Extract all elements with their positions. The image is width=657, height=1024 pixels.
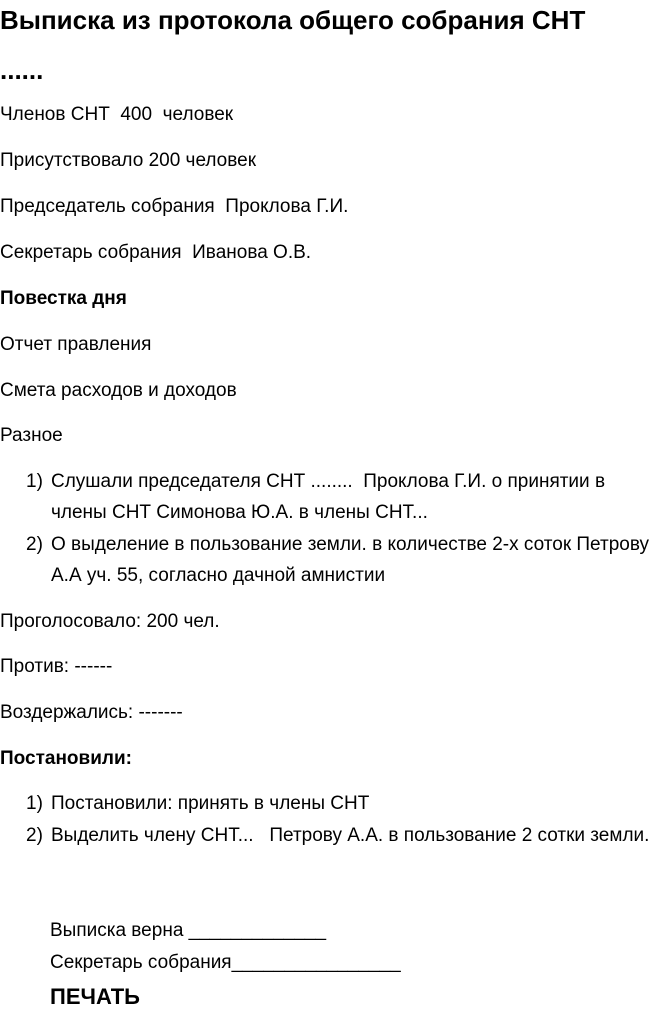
- members-count-line: Членов СНТ 400 человек: [0, 104, 234, 125]
- secretary-signature-line: Секретарь собрания________________: [50, 952, 401, 973]
- extract-correct-signature-line: Выписка верна _____________: [50, 920, 327, 941]
- attendance-line: Присутствовало 200 человек: [0, 150, 257, 171]
- resolved-list-item: [26, 820, 651, 851]
- resolved-heading: Постановили:: [0, 748, 132, 769]
- document-title: Выписка из протокола общего собрания СНТ: [0, 5, 586, 35]
- vote-total-line: Проголосовало: 200 чел.: [0, 611, 220, 632]
- secretary-line: Секретарь собрания Иванова О.В.: [0, 242, 312, 263]
- heard-list-item: [26, 529, 655, 591]
- list-item-text: Слушали председателя СНТ ........ Проклова Г.И. о принятии в члены СНТ Симонова Ю.А. в члены СНТ...: [51, 471, 611, 523]
- list-item-text: Выделить члену СНТ... Петрову А.А. в пользование 2 сотки земли.: [51, 825, 650, 846]
- stamp-placeholder: ПЕЧАТЬ: [50, 984, 140, 1009]
- vote-against-line: Против: ------: [0, 656, 113, 677]
- list-item-number: 2): [26, 534, 43, 555]
- resolved-list-item: [26, 788, 651, 819]
- agenda-item: Отчет правления: [0, 334, 152, 355]
- list-item-number: 2): [26, 825, 43, 846]
- agenda-item: Разное: [0, 425, 63, 446]
- list-item-number: 1): [26, 471, 43, 492]
- document-title-continuation: ......: [0, 55, 44, 85]
- agenda-item: Смета расходов и доходов: [0, 380, 237, 401]
- list-item-text: Постановили: принять в члены СНТ: [51, 793, 370, 814]
- chairman-line: Председатель собрания Проклова Г.И.: [0, 196, 349, 217]
- list-item-text: О выделение в пользование земли. в количестве 2-х соток Петрову А.А уч. 55, согласно дачной амнистии: [51, 534, 655, 586]
- list-item-number: 1): [26, 793, 43, 814]
- agenda-heading: Повестка дня: [0, 288, 127, 309]
- vote-abstained-line: Воздержались: -------: [0, 702, 183, 723]
- heard-list-item: [26, 466, 651, 528]
